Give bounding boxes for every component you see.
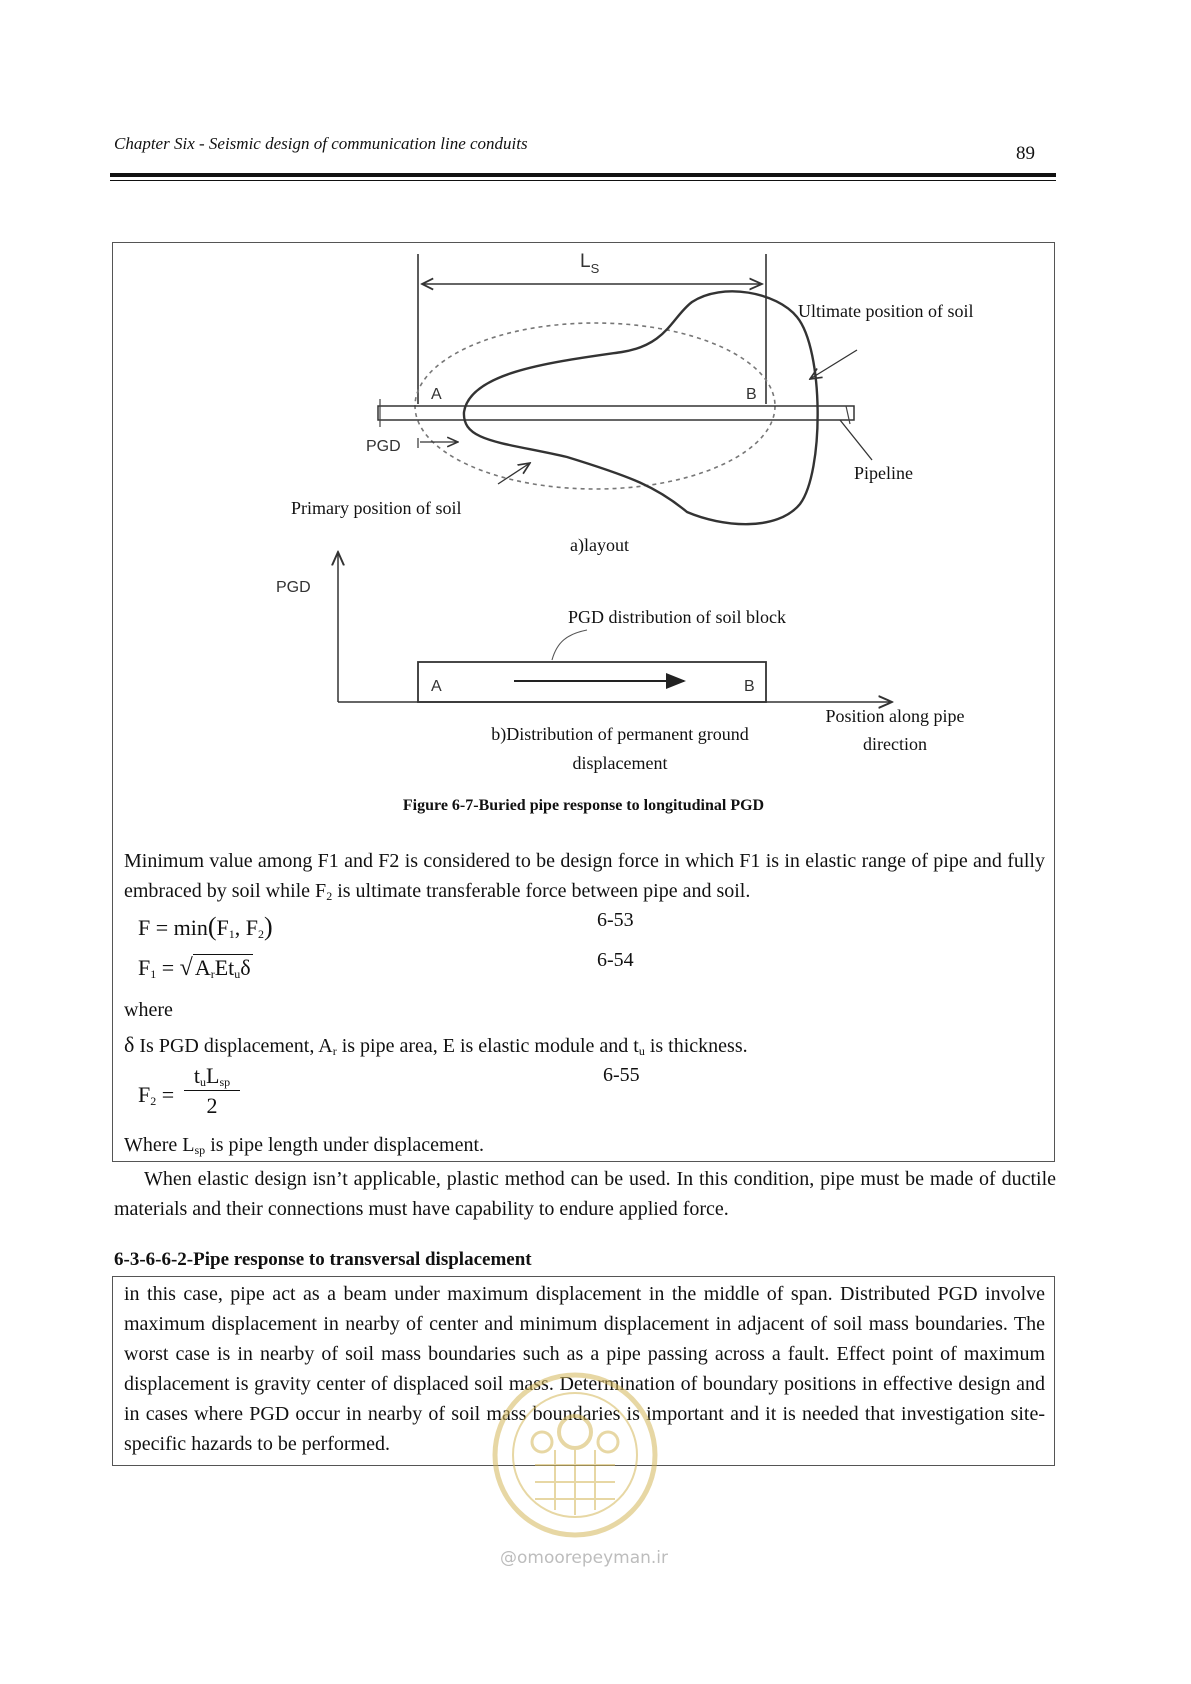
header-rule-thick <box>110 173 1056 177</box>
equation-number-6-53: 6-53 <box>597 909 634 931</box>
axis-label-pgd: PGD <box>276 579 311 596</box>
label-ultimate-soil: Ultimate position of soil <box>798 301 974 321</box>
where-lsp-definition: Where $L_{sp}$ is pipe length under displacement. <box>124 1134 485 1157</box>
equation-number-6-55: 6-55 <box>603 1064 640 1086</box>
label-point-a-distribution: A <box>431 678 442 695</box>
label-pgd-layout: PGD <box>366 438 401 455</box>
equation-6-55-lhs: $F_2$ = <box>138 1082 175 1108</box>
watermark-url: @omoorepeyman.ir <box>500 1548 669 1568</box>
equation-6-55-fraction: $t_uL_{sp}$ 2 <box>184 1062 240 1121</box>
equation-6-54: $F_1 = √A_rEt_u\delta$ <box>138 955 251 981</box>
paragraph-plastic-method: When elastic design isn’t applicable, plastic method can be used. In this condition, pipe must be made of ductile materials and their connections must have capability to endure applied force. <box>114 1168 1056 1220</box>
label-pipeline: Pipeline <box>854 463 913 483</box>
label-position-along-pipe: Position along pipe direction <box>825 706 965 754</box>
label-point-b-distribution: B <box>744 678 755 695</box>
where-label: where <box>124 999 173 1021</box>
variable-definitions: δ Is PGD displacement, $A_r$ is pipe area, E is elastic module and $t_u$ is thickness. <box>124 1032 748 1058</box>
subfigure-a-label: a)layout <box>570 535 629 555</box>
label-ls: $L_S$ <box>580 251 600 276</box>
running-header: Chapter Six - Seismic design of communication line conduits <box>114 134 528 153</box>
label-primary-soil: Primary position of soil <box>291 498 462 518</box>
label-point-a-layout: A <box>431 386 442 403</box>
label-pgd-distribution: PGD distribution of soil block <box>568 607 787 627</box>
subfigure-b-label: b)Distribution of permanent ground displacement <box>491 724 749 773</box>
section-heading: 6-3-6-6-2-Pipe response to transversal displacement <box>114 1249 532 1270</box>
paragraph-transversal-displacement: in this case, pipe act as a beam under maximum displacement in the middle of span. Distributed PGD involve maximum displacement in nearby of center and minimum displacement in adjacent of soil mass boundaries. The worst case is in nearby of soil mass boundaries such as a pipe passing across a fault. Effect point of maximum displacement is gravity center of displaced soil mass. Determination of boundary positions in effective design and in cases where PGD occur in nearby of soil mass boundaries is important and it is needed that investigation site-specific hazards to be performed. <box>124 1283 1045 1455</box>
watermark-seal-icon <box>490 1370 660 1540</box>
header-rule-thin <box>110 180 1056 181</box>
paragraph-design-force: Minimum value among F1 and F2 is considered to be design force in which F1 is in elastic range of pipe and fully embraced by soil while $F_2$ is ultimate transferable force between pipe and soil. <box>124 850 1045 903</box>
page-number: 89 <box>1016 143 1035 164</box>
equation-number-6-54: 6-54 <box>597 949 634 971</box>
label-point-b-layout: B <box>746 386 757 403</box>
equation-6-53: $F = \min(F_1$, $F_2$) <box>138 912 273 941</box>
figure-caption: Figure 6-7-Buried pipe response to longitudinal PGD <box>402 797 765 814</box>
